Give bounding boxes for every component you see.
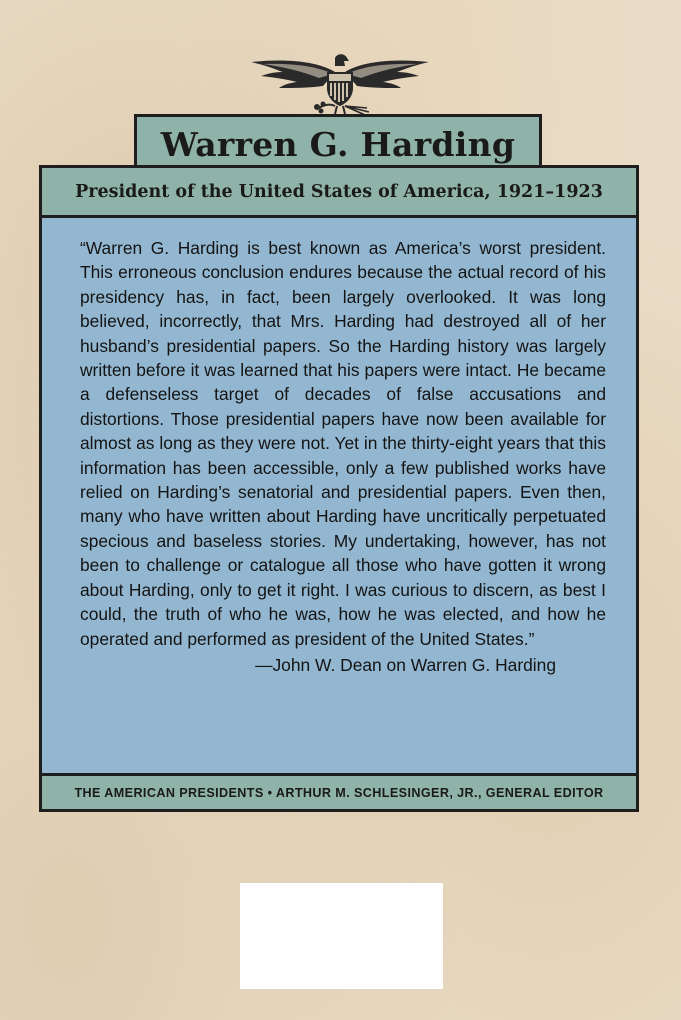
subtitle: President of the United States of America, 1921–1923 bbox=[75, 181, 603, 202]
quote-box bbox=[42, 218, 636, 773]
series-footer bbox=[42, 773, 636, 809]
barcode-placeholder bbox=[240, 883, 443, 989]
info-panel bbox=[39, 165, 639, 812]
page-title: Warren G. Harding bbox=[160, 125, 516, 164]
title-tab bbox=[134, 114, 542, 168]
subtitle-bar bbox=[42, 168, 636, 218]
quote-text: “Warren G. Harding is best known as America’s worst president. This erroneous conclusion endures because the actual record of his presidency has, in fact, been largely overlooked. It was long believed, incorrectly, that Mrs. Harding had destroyed all of her husband’s presidential papers. So the Harding history was largely written before it was learned that his papers were intact. He became a defenseless target of decades of false accusations and distortions. Those presidential papers have now been available for almost as long as they were not. Yet in the thirty-eight years that this information has been accessible, only a few published works have relied on Harding’s senatorial and presidential papers. Even then, many who have written about Harding have uncritically perpetuated specious and baseless stories. My undertaking, however, has not been to challenge or catalogue all those who have gotten it wrong about Harding, only to get it right. I was curious to discern, as best I could, the truth of who he was, how he was elected, and how he operated and performed as president of the United States.” bbox=[80, 238, 606, 649]
eagle-icon bbox=[249, 52, 431, 116]
quote-attribution: —John W. Dean on Warren G. Harding bbox=[255, 654, 556, 675]
series-label: THE AMERICAN PRESIDENTS • ARTHUR M. SCHLESINGER, JR., GENERAL EDITOR bbox=[74, 785, 604, 800]
